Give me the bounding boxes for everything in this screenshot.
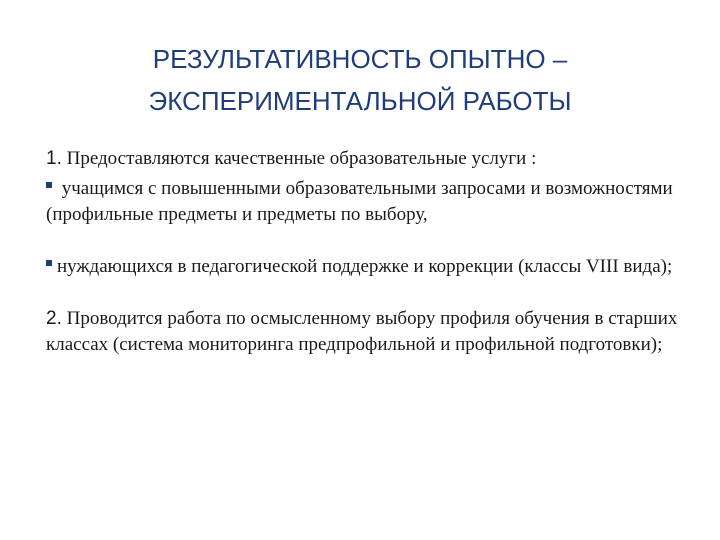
square-bullet-icon — [46, 260, 52, 266]
item-number-2: 2. — [46, 308, 62, 329]
item-number-1: 1. — [46, 148, 62, 169]
bullet-text-1: учащимся с повышенными образовательными запросами и возможностями (профильные предметы и предметы по выбору, — [46, 178, 673, 225]
numbered-item-1 — [46, 146, 686, 172]
bullet-item-2 — [46, 254, 686, 280]
bullet-text-2: нуждающихся в педагогической поддержке и коррекции (классы VIII вида); — [57, 256, 673, 277]
item-text-2: Проводится работа по осмысленному выбору профиля обучения в старших классах (система мониторинга предпрофильной и профильной подготовки); — [46, 308, 678, 355]
square-bullet-icon — [46, 182, 52, 188]
bullet-item-1 — [46, 176, 686, 228]
slide-body — [46, 146, 686, 358]
slide-title-line-1: РЕЗУЛЬТАТИВНОСТЬ ОПЫТНО – — [152, 44, 568, 74]
slide-title — [0, 38, 720, 122]
item-text-1: Предоставляются качественные образовательные услуги : — [61, 148, 537, 169]
slide-title-line-2: ЭКСПЕРИМЕНТАЛЬНОЙ РАБОТЫ — [148, 86, 572, 116]
numbered-item-2 — [46, 306, 686, 358]
